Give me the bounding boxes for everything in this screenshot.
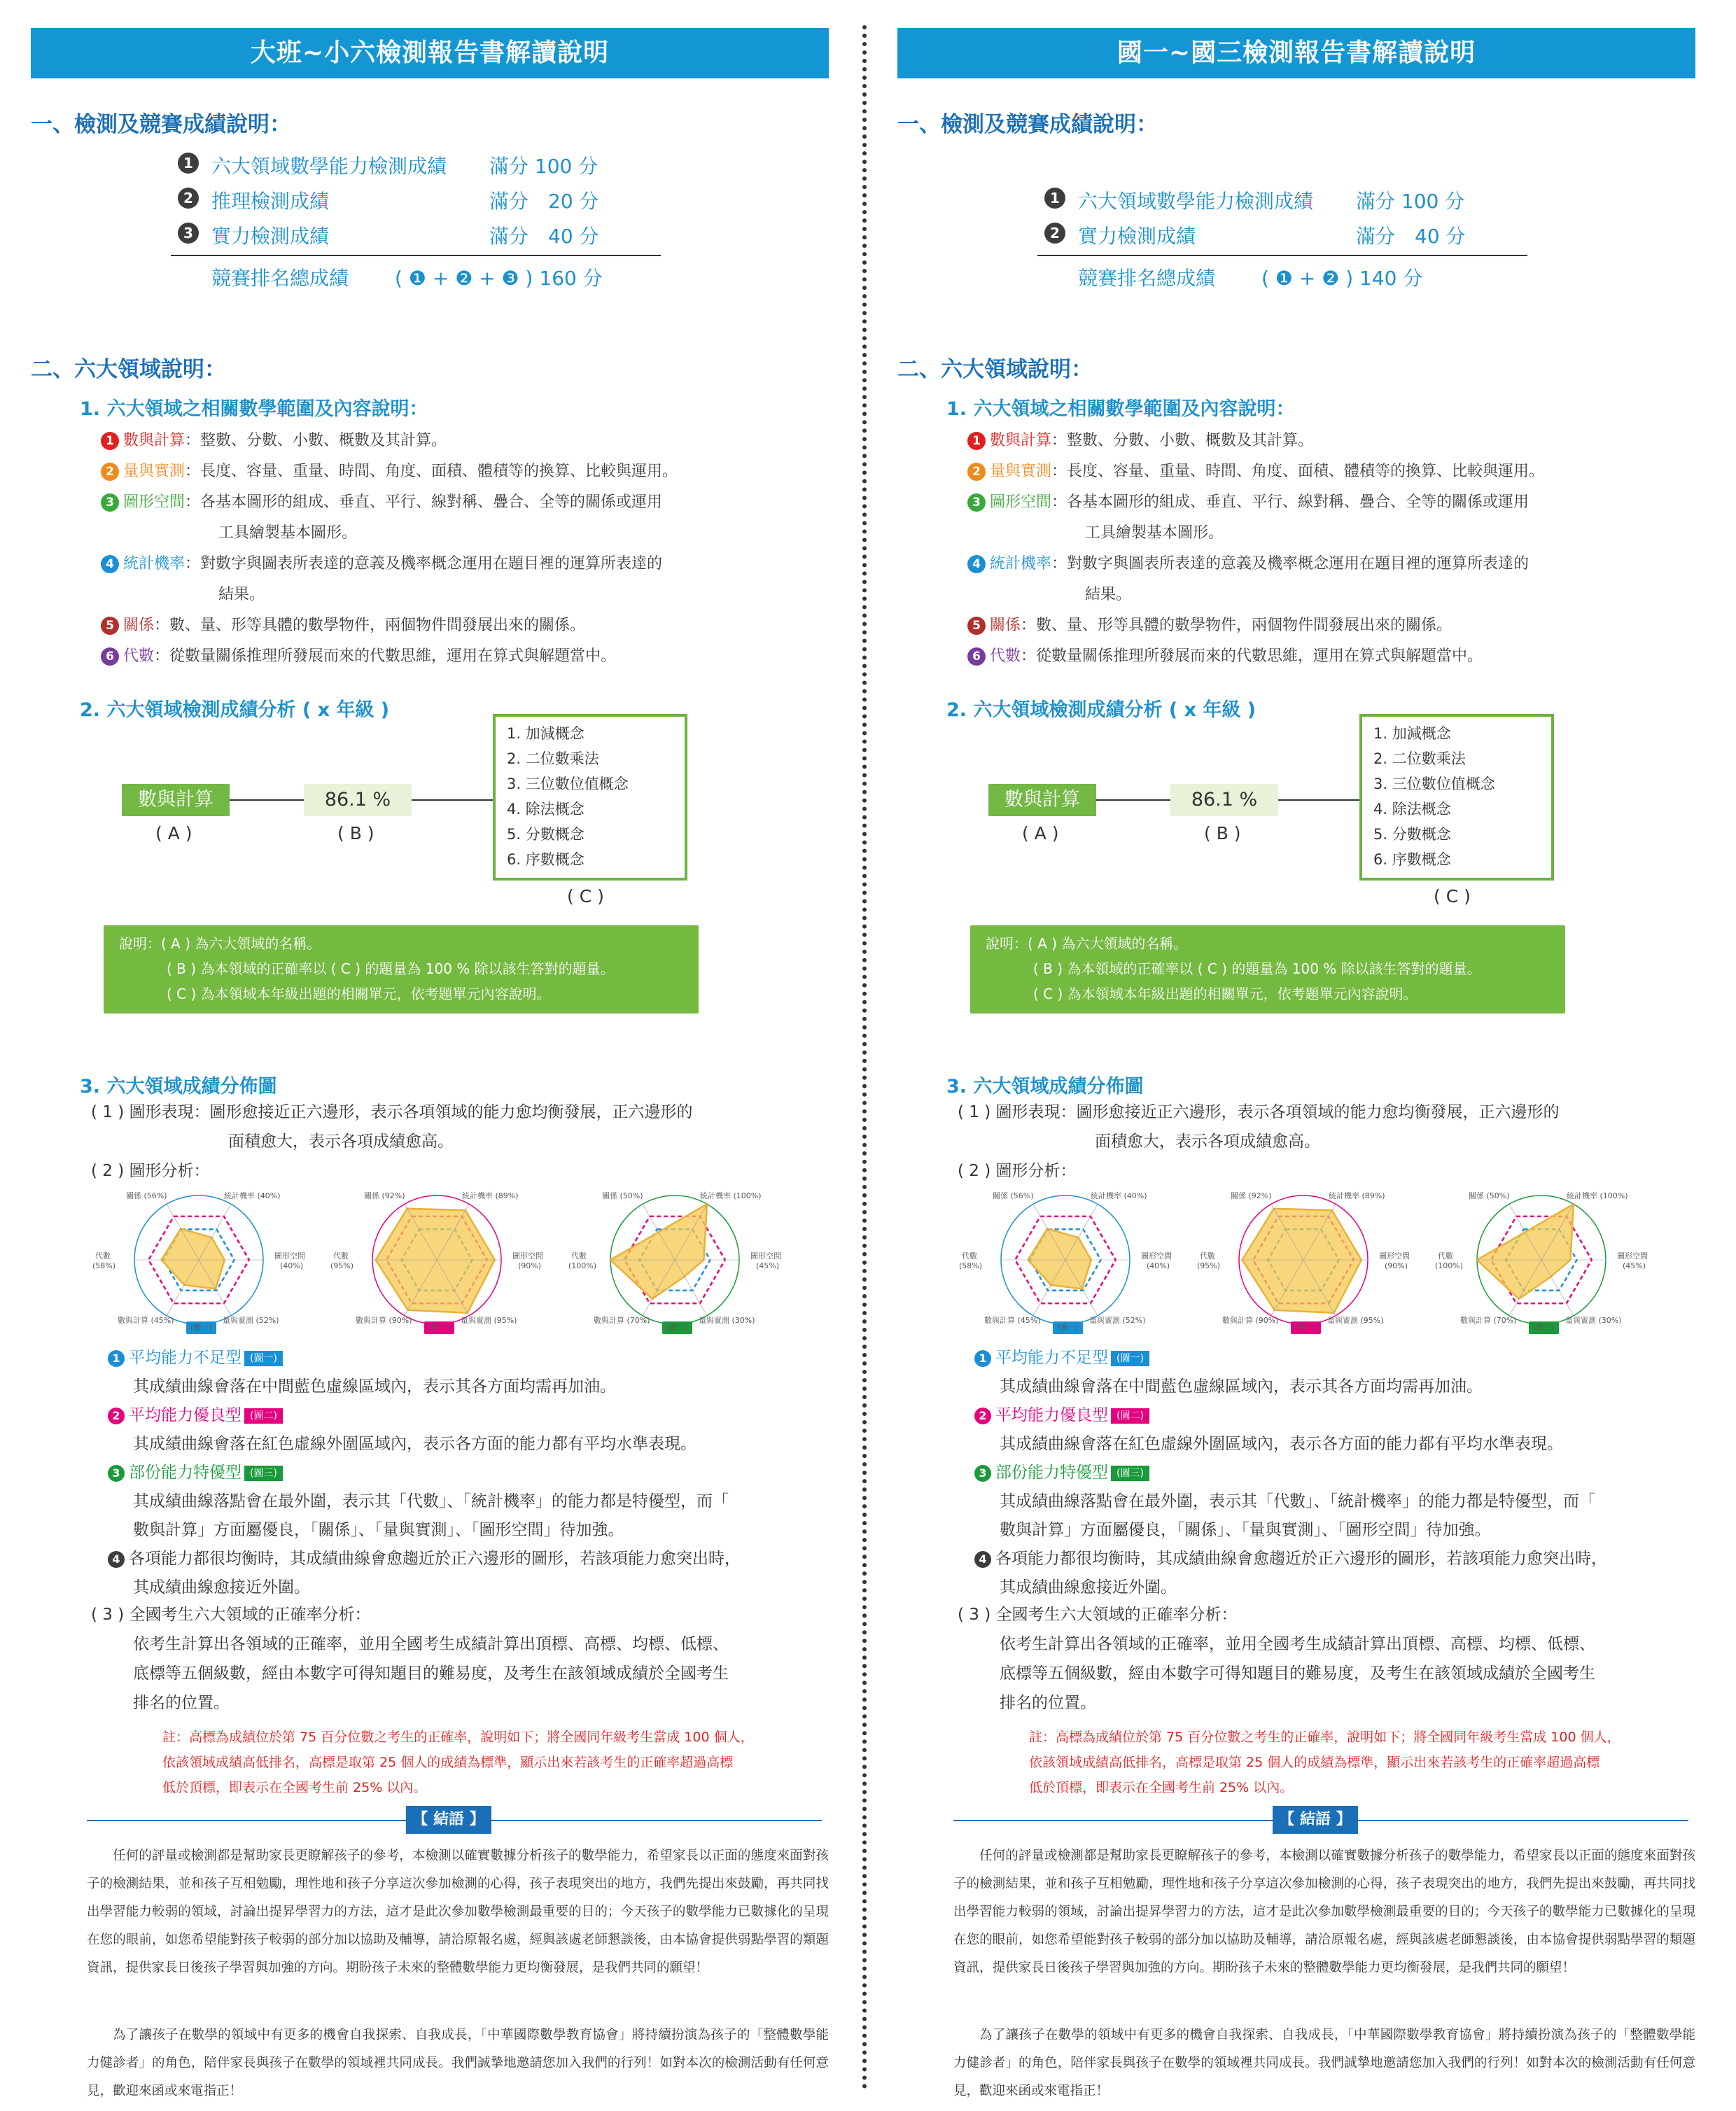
- domain-item: [101, 487, 829, 549]
- domain-desc: ：從數量關係推理所發展而來的代數思維，運用在算式與解題當中。: [1021, 647, 1483, 665]
- para-1-line: ( 1 ) 圖形表現：圖形愈接近正六邊形，表示各項領域的能力愈均衡發展，正六邊形的: [91, 1103, 693, 1121]
- type-desc: 其成績曲線會落在紅色虛線外圍區域內，表示各方面的能力都有平均水準表現。: [133, 1435, 696, 1453]
- type-number-badge: 2: [974, 1408, 991, 1424]
- conclusion-paragraph-2: 為了讓孩子在數學的領域中有更多的機會自我探索、自我成長，「中華國際數學教育協會」將持續扮演為孩子的「整體數學能力健診者」的角色，陪伴家長與孩子在數學的領域裡共同成長。我們誠摯地邀請您加入我們的行列！如對本次的檢測活動有任何意見，歡迎來函或來電指正！: [87, 2028, 829, 2098]
- domain-name: 統計機率: [990, 555, 1052, 573]
- note-line: 說明：( A ) 為六大領域的名稱。: [986, 935, 1188, 952]
- section-1-title: 一、檢測及競賽成績說明：: [31, 112, 291, 137]
- concept-item: 6. 序數概念: [1373, 851, 1451, 868]
- radar-label-measure: 量與實測 (95%): [1327, 1316, 1384, 1325]
- radar-label-measure: 量與實測 (30%): [1565, 1316, 1622, 1325]
- type-figure-tag: (圖三): [244, 1466, 283, 1481]
- domain-name-pill: 數與計算: [988, 784, 1096, 816]
- domain-list: [967, 426, 1695, 672]
- type-heading: [974, 1459, 1702, 1487]
- radar-charts: [897, 1190, 1695, 1344]
- subsection-1-title: 1. 六大領域之相關數學範圍及內容說明：: [80, 398, 428, 420]
- domain-number-badge: 6: [967, 647, 986, 666]
- concept-item: 3. 三位數位值概念: [1373, 776, 1495, 792]
- type-heading: [974, 1545, 1702, 1573]
- radar-label-algebra: 代數: [1438, 1251, 1453, 1261]
- radar-score-area: [610, 1204, 707, 1299]
- score-number: 2: [178, 188, 199, 209]
- domain-item: [967, 610, 1695, 641]
- conclusion-paragraph-1: 任何的評量或檢測都是幫助家長更瞭解孩子的參考，本檢測以確實數據分析孩子的數學能力，希望家長以正面的態度來面對孩子的檢測結果，並和孩子互相勉勵，理性地和孩子分享這次參加檢測的心得，孩子表現突出的地方，我們先提出來鼓勵，再共同找出學習能力較弱的領域，討論出提昇學習力的方法，這才是此次參加數學檢測最重要的目的；今天孩子的數學能力已數據化的呈現在您的眼前，如您希望能對孩子較弱的部分加以協助及輔導，請洽原報名處，經與該處老師懇談後，由本協會提供弱點學習的類題資訊，提供家長日後孩子學習與加強的方向。期盼孩子未來的整體數學能力更均衡發展，是我們共同的願望！: [87, 1849, 829, 1975]
- type-figure-tag: (圖二): [1111, 1408, 1149, 1424]
- concept-item: 5. 分數概念: [507, 826, 584, 843]
- footnote: [1029, 1725, 1645, 1800]
- radar-label-number: 數與計算 (90%): [1222, 1316, 1279, 1325]
- explanation-note: [104, 925, 699, 1014]
- radar-label-geometry-value: (40%): [1147, 1261, 1170, 1270]
- left-column: [31, 28, 829, 2100]
- domain-name: 數與計算: [123, 432, 186, 449]
- radar-label-algebra: 代數: [1200, 1251, 1215, 1261]
- domain-item: [101, 610, 829, 641]
- radar-label-relation: 關係 (50%): [1469, 1191, 1510, 1200]
- radar-label-algebra-value: (95%): [1197, 1261, 1221, 1270]
- subsection-1-title: 1. 六大領域之相關數學範圍及內容說明：: [946, 398, 1295, 420]
- domain-number-badge: 4: [967, 555, 986, 573]
- para-3-line: 依考生計算出各領域的正確率，並用全國考生成績計算出頂標、高標、均標、低標、: [1000, 1635, 1595, 1653]
- type-desc: 其成績曲線會落在紅色虛線外圍區域內，表示各方面的能力都有平均水準表現。: [1000, 1435, 1563, 1453]
- radar-figure-tag: (圖一): [1053, 1321, 1083, 1334]
- domain-item: [967, 549, 1695, 610]
- domain-number-badge: 1: [101, 432, 119, 450]
- radar-label-relation: 關係 (92%): [364, 1191, 405, 1200]
- radar-label-geometry-value: (45%): [1623, 1261, 1646, 1270]
- type-number-badge: 1: [108, 1350, 125, 1367]
- accuracy-pill: 86.1 %: [304, 784, 412, 816]
- domain-item: [101, 641, 829, 672]
- score-label: 六大領域數學能力檢測成績: [211, 155, 447, 178]
- type-desc: 其成績曲線落點會在最外圍，表示其「代數」、「統計機率」的能力都是特優型，而「: [133, 1492, 729, 1510]
- section-2-title: 二、六大領域說明：: [897, 357, 1093, 382]
- para-3-line: 底標等五個級數，經由本數字可得知題目的難易度，及考生在該領域成績於全國考生: [1000, 1664, 1595, 1683]
- radar-label-measure: 量與實測 (95%): [461, 1316, 517, 1325]
- score-label: 實力檢測成績: [1078, 225, 1196, 248]
- score-label: 六大領域數學能力檢測成績: [1078, 190, 1314, 213]
- concept-item: 4. 除法概念: [507, 801, 584, 818]
- domain-number-badge: 4: [101, 555, 119, 573]
- type-heading: [108, 1401, 836, 1430]
- radar-figure-tag: (圖三): [1529, 1321, 1559, 1334]
- type-number-badge: 2: [108, 1408, 125, 1424]
- para-1: [958, 1097, 1560, 1186]
- label-a: ( A ): [1022, 823, 1059, 843]
- footnote-line: 低於頂標，即表示在全國考生前 25% 以內。: [162, 1780, 427, 1795]
- radar-label-algebra-value: (100%): [1435, 1261, 1464, 1270]
- type-name: 平均能力優良型: [129, 1406, 241, 1424]
- total-value: ( ❶ + ❷ ) 140 分: [1261, 267, 1423, 290]
- radar-score-area: [376, 1209, 495, 1313]
- analysis-diagram: [897, 714, 1695, 917]
- type-desc: 數與計算」方面屬優良，「關係」、「量與實測」、「圖形空間」待加強。: [1000, 1521, 1491, 1539]
- domain-desc-cont: 結果。: [1085, 586, 1132, 603]
- radar-label-algebra: 代數: [571, 1251, 587, 1261]
- score-row: [178, 218, 682, 253]
- score-number: 2: [1044, 223, 1065, 244]
- radar-chart: [1191, 1190, 1415, 1337]
- para-3: [958, 1600, 1595, 1718]
- type-heading: [108, 1545, 836, 1573]
- type-name: 平均能力不足型: [129, 1349, 241, 1367]
- domain-number-badge: 3: [101, 493, 119, 512]
- concept-item: 2. 二位數乘法: [1373, 750, 1466, 767]
- radar-label-geometry-value: (90%): [518, 1261, 542, 1270]
- domain-desc: ：長度、容量、重量、時間、角度、面積、體積等的換算、比較與運用。: [185, 463, 678, 480]
- radar-label-relation: 關係 (50%): [602, 1191, 643, 1200]
- type-name: 部份能力特優型: [995, 1464, 1108, 1482]
- concept-box: [493, 714, 687, 881]
- domain-desc-cont: 工具繪製基本圖形。: [1085, 524, 1224, 542]
- radar-figure-tag: (圖三): [662, 1321, 692, 1334]
- radar-label-geometry-value: (90%): [1385, 1261, 1408, 1270]
- para-3-line: 排名的位置。: [133, 1694, 230, 1712]
- concept-item: 3. 三位數位值概念: [507, 776, 629, 792]
- column-divider: [862, 25, 867, 2090]
- domain-name: 代數: [990, 647, 1021, 665]
- type-figure-tag: (圖二): [244, 1408, 283, 1424]
- domain-number-badge: 2: [101, 463, 119, 481]
- domain-name-pill: 數與計算: [122, 784, 230, 816]
- conclusion-tag: 【 結語 】: [406, 1806, 491, 1834]
- para-1-line: 面積愈大，表示各項成績愈高。: [228, 1132, 454, 1151]
- domain-desc: ：整數、分數、小數、概數及其計算。: [1051, 432, 1314, 449]
- para-1-line: 面積愈大，表示各項成績愈高。: [1095, 1132, 1320, 1151]
- footnote-line: 低於頂標，即表示在全國考生前 25% 以內。: [1029, 1780, 1294, 1795]
- radar-label-statistics: 統計機率 (40%): [1091, 1191, 1147, 1200]
- radar-label-statistics: 統計機率 (40%): [224, 1191, 281, 1200]
- domain-desc: ：數、量、形等具體的數學物件，兩個物件間發展出來的關係。: [1021, 617, 1452, 634]
- domain-name: 數與計算: [990, 432, 1052, 449]
- banner-title: 大班~小六檢測報告書解讀說明: [31, 28, 829, 78]
- connector-line: [1096, 799, 1170, 801]
- analysis-diagram: [31, 714, 829, 917]
- radar-label-relation: 關係 (92%): [1231, 1191, 1272, 1200]
- domain-desc: ：各基本圖形的組成、垂直、平行、線對稱、疊合、全等的關係或運用: [1051, 493, 1530, 511]
- type-name: 平均能力優良型: [995, 1406, 1108, 1424]
- radar-label-measure: 量與實測 (52%): [223, 1316, 279, 1325]
- concept-box: [1359, 714, 1554, 881]
- type-desc: 其成績曲線會落在中間藍色虛線區域內，表示其各方面均需再加油。: [133, 1377, 616, 1396]
- section-1-title: 一、檢測及競賽成績說明：: [897, 112, 1158, 137]
- domain-item: [967, 426, 1695, 456]
- radar-label-geometry: 圖形空間: [750, 1251, 781, 1261]
- domain-name: 關係: [123, 617, 155, 634]
- label-c: ( C ): [1434, 886, 1471, 906]
- domain-item: [967, 641, 1695, 672]
- type-number-badge: 4: [108, 1551, 125, 1568]
- conclusion-paragraph-2: 為了讓孩子在數學的領域中有更多的機會自我探索、自我成長，「中華國際數學教育協會」將持續扮演為孩子的「整體數學能力健診者」的角色，陪伴家長與孩子在數學的領域裡共同成長。我們誠摯地邀請您加入我們的行列！如對本次的檢測活動有任何意見，歡迎來函或來電指正！: [953, 2028, 1695, 2098]
- note-line: ( B ) 為本領域的正確率以 ( C ) 的題量為 100 % 除以該生答對的題量。: [1033, 960, 1481, 977]
- radar-label-number: 數與計算 (90%): [356, 1316, 412, 1325]
- subsection-3-title: 3. 六大領域成績分佈圖: [80, 1076, 277, 1097]
- type-number-badge: 3: [108, 1465, 125, 1482]
- total-row: [178, 259, 682, 294]
- para-2: ( 2 ) 圖形分析：: [91, 1162, 210, 1180]
- concept-item: 4. 除法概念: [1373, 801, 1451, 818]
- subsection-3-title: 3. 六大領域成績分佈圖: [946, 1076, 1144, 1097]
- radar-label-algebra-value: (100%): [568, 1261, 597, 1270]
- radar-label-geometry: 圖形空間: [1379, 1251, 1410, 1261]
- radar-charts: [31, 1190, 829, 1344]
- domain-item: [101, 426, 829, 456]
- radar-label-relation: 關係 (56%): [126, 1191, 167, 1200]
- type-number-badge: 3: [974, 1465, 991, 1482]
- radar-label-statistics: 統計機率 (89%): [462, 1191, 519, 1200]
- type-figure-tag: (圖三): [1111, 1466, 1149, 1481]
- para-1: [91, 1097, 693, 1186]
- type-list: [974, 1344, 1702, 1602]
- radar-score-area: [1028, 1228, 1091, 1289]
- label-b: ( B ): [337, 823, 374, 843]
- type-desc: 其成績曲線落點會在最外圍，表示其「代數」、「統計機率」的能力都是特優型，而「: [1000, 1492, 1595, 1510]
- type-desc: 其成績曲線愈接近外圍。: [133, 1578, 310, 1597]
- concept-item: 1. 加減概念: [1373, 725, 1451, 742]
- score-row: [178, 183, 682, 218]
- radar-chart: [325, 1190, 549, 1337]
- domain-desc: ：數、量、形等具體的數學物件，兩個物件間發展出來的關係。: [154, 617, 586, 634]
- type-name: 各項能力都很均衡時，其成績曲線會愈趨近於正六邊形的圖形，若該項能力愈突出時，: [995, 1550, 1607, 1568]
- type-heading: [974, 1344, 1702, 1373]
- total-row: [1044, 259, 1548, 294]
- score-value: 滿分 40 分: [1356, 225, 1466, 248]
- radar-label-number: 數與計算 (45%): [118, 1316, 174, 1325]
- label-b: ( B ): [1204, 823, 1241, 843]
- domain-name: 統計機率: [123, 555, 186, 573]
- domain-item: [967, 456, 1695, 487]
- conclusion-tag: 【 結語 】: [1273, 1806, 1358, 1834]
- footnote-line: 註：高標為成績位於第 75 百分位數之考生的正確率，說明如下；將全國同年級考生當成 100 個人，: [1029, 1730, 1620, 1745]
- total-label: 競賽排名總成績: [211, 267, 349, 290]
- radar-label-algebra: 代數: [962, 1251, 977, 1261]
- domain-desc: ：各基本圖形的組成、垂直、平行、線對稱、疊合、全等的關係或運用: [185, 493, 663, 511]
- footnote-line: 註：高標為成績位於第 75 百分位數之考生的正確率，說明如下；將全國同年級考生當成 100 個人，: [162, 1730, 754, 1745]
- note-line: ( C ) 為本領域本年級出題的相關單元，依考題單元內容說明。: [1033, 986, 1418, 1002]
- radar-label-geometry: 圖形空間: [1141, 1251, 1172, 1261]
- domain-name: 圖形空間: [123, 493, 186, 511]
- radar-chart: [1429, 1190, 1653, 1337]
- right-column: [897, 28, 1695, 2100]
- score-value: 滿分 40 分: [489, 225, 599, 248]
- score-value: 滿分 20 分: [489, 190, 599, 213]
- radar-label-geometry-value: (45%): [756, 1261, 780, 1270]
- concept-item: 1. 加減概念: [507, 725, 584, 742]
- type-heading: [108, 1344, 836, 1373]
- score-divider: [171, 255, 661, 256]
- note-line: ( C ) 為本領域本年級出題的相關單元，依考題單元內容說明。: [167, 986, 551, 1002]
- score-number: 1: [178, 153, 199, 174]
- radar-label-geometry: 圖形空間: [1617, 1251, 1648, 1261]
- score-list: [1044, 183, 1548, 294]
- type-name: 平均能力不足型: [995, 1349, 1108, 1367]
- radar-label-measure: 量與實測 (30%): [699, 1316, 755, 1325]
- footnote-line: 依該領域成績高低排名，高標是取第 25 個人的成績為標準，顯示出來若該考生的正確率超過高標: [162, 1755, 734, 1770]
- radar-score-area: [162, 1228, 225, 1289]
- connector-line: [230, 799, 304, 801]
- domain-number-badge: 1: [967, 432, 986, 450]
- radar-label-algebra-value: (95%): [330, 1261, 354, 1270]
- score-divider: [1037, 255, 1527, 256]
- para-3: [91, 1600, 729, 1718]
- connector-line: [412, 799, 493, 801]
- type-heading: [108, 1459, 836, 1487]
- score-number: 1: [1044, 188, 1065, 209]
- conclusion-paragraph-1: 任何的評量或檢測都是幫助家長更瞭解孩子的參考，本檢測以確實數據分析孩子的數學能力，希望家長以正面的態度來面對孩子的檢測結果，並和孩子互相勉勵，理性地和孩子分享這次參加檢測的心得，孩子表現突出的地方，我們先提出來鼓勵，再共同找出學習能力較弱的領域，討論出提昇學習力的方法，這才是此次參加數學檢測最重要的目的；今天孩子的數學能力已數據化的呈現在您的眼前，如您希望能對孩子較弱的部分加以協助及輔導，請洽原報名處，經與該處老師懇談後，由本協會提供弱點學習的類題資訊，提供家長日後孩子學習與加強的方向。期盼孩子未來的整體數學能力更均衡發展，是我們共同的願望！: [953, 1849, 1695, 1975]
- concept-item: 2. 二位數乘法: [507, 750, 599, 767]
- footnote: [162, 1725, 778, 1800]
- radar-figure-tag: (圖一): [186, 1321, 216, 1334]
- note-line: ( B ) 為本領域的正確率以 ( C ) 的題量為 100 % 除以該生答對的題量。: [167, 960, 615, 977]
- type-desc: 數與計算」方面屬優良，「關係」、「量與實測」、「圖形空間」待加強。: [133, 1521, 624, 1539]
- radar-label-algebra: 代數: [333, 1251, 349, 1261]
- domain-item: [967, 487, 1695, 549]
- radar-figure-tag: (圖二): [1291, 1321, 1321, 1334]
- para-3-line: 依考生計算出各領域的正確率，並用全國考生成績計算出頂標、高標、均標、低標、: [133, 1635, 729, 1653]
- score-value: 滿分 100 分: [489, 155, 598, 178]
- type-number-badge: 4: [974, 1551, 991, 1568]
- radar-figure-tag: (圖二): [424, 1321, 454, 1334]
- domain-name: 量與實測: [990, 463, 1052, 480]
- note-line: 說明：( A ) 為六大領域的名稱。: [119, 935, 321, 952]
- label-a: ( A ): [155, 823, 192, 843]
- domain-name: 量與實測: [123, 463, 186, 480]
- score-label: 推理檢測成績: [211, 190, 330, 213]
- radar-label-number: 數與計算 (70%): [594, 1316, 650, 1325]
- accuracy-pill: 86.1 %: [1170, 784, 1278, 816]
- type-list: [108, 1344, 836, 1602]
- type-desc: 其成績曲線愈接近外圍。: [1000, 1578, 1177, 1597]
- domain-desc-cont: 結果。: [218, 586, 265, 603]
- radar-label-statistics: 統計機率 (89%): [1329, 1191, 1385, 1200]
- domain-name: 代數: [123, 647, 155, 665]
- type-figure-tag: (圖一): [1111, 1351, 1149, 1366]
- para-3-title: ( 3 ) 全國考生六大領域的正確率分析：: [91, 1606, 371, 1624]
- domain-number-badge: 2: [967, 463, 986, 481]
- score-value: 滿分 100 分: [1356, 190, 1465, 213]
- concept-item: 5. 分數概念: [1373, 826, 1451, 843]
- score-label: 實力檢測成績: [211, 225, 330, 248]
- radar-label-relation: 關係 (56%): [993, 1191, 1034, 1200]
- type-number-badge: 1: [974, 1350, 991, 1367]
- para-1-line: ( 1 ) 圖形表現：圖形愈接近正六邊形，表示各項領域的能力愈均衡發展，正六邊形的: [958, 1103, 1560, 1121]
- score-row: [1044, 218, 1548, 253]
- domain-desc: ：長度、容量、重量、時間、角度、面積、體積等的換算、比較與運用。: [1051, 463, 1545, 480]
- radar-label-algebra-value: (58%): [959, 1261, 983, 1270]
- radar-label-statistics: 統計機率 (100%): [1567, 1191, 1628, 1200]
- radar-label-measure: 量與實測 (52%): [1089, 1316, 1146, 1325]
- domain-desc: ：對數字與圖表所表達的意義及機率概念運用在題目裡的運算所表達的: [1051, 555, 1530, 573]
- score-number: 3: [178, 223, 199, 244]
- para-3-line: 排名的位置。: [1000, 1694, 1096, 1712]
- domain-item: [101, 549, 829, 610]
- type-heading: [974, 1401, 1702, 1430]
- score-list: [178, 148, 682, 294]
- radar-chart: [563, 1190, 787, 1337]
- radar-label-geometry-value: (40%): [280, 1261, 304, 1270]
- subsection-2-title: 2. 六大領域檢測成績分析 ( x 年級 ): [946, 699, 1256, 721]
- radar-label-statistics: 統計機率 (100%): [700, 1191, 762, 1200]
- radar-label-algebra: 代數: [95, 1251, 111, 1261]
- domain-name: 關係: [990, 617, 1021, 634]
- domain-number-badge: 5: [101, 617, 119, 635]
- footnote-line: 依該領域成績高低排名，高標是取第 25 個人的成績為標準，顯示出來若該考生的正確率超過高標: [1029, 1755, 1600, 1770]
- score-row: [1044, 183, 1548, 218]
- label-c: ( C ): [567, 886, 604, 906]
- domain-desc: ：從數量關係推理所發展而來的代數思維，運用在算式與解題當中。: [154, 647, 617, 665]
- radar-label-algebra-value: (58%): [92, 1261, 116, 1270]
- domain-list: [101, 426, 829, 672]
- para-3-line: 底標等五個級數，經由本數字可得知題目的難易度，及考生在該領域成績於全國考生: [133, 1664, 729, 1683]
- subsection-2-title: 2. 六大領域檢測成績分析 ( x 年級 ): [80, 699, 390, 721]
- type-name: 部份能力特優型: [129, 1464, 241, 1482]
- domain-desc: ：對數字與圖表所表達的意義及機率概念運用在題目裡的運算所表達的: [185, 555, 663, 573]
- domain-number-badge: 3: [967, 493, 986, 512]
- domain-desc-cont: 工具繪製基本圖形。: [218, 524, 358, 542]
- radar-chart: [953, 1190, 1177, 1337]
- domain-desc: ：整數、分數、小數、概數及其計算。: [185, 432, 447, 449]
- total-value: ( ❶ + ❷ + ❸ ) 160 分: [395, 267, 603, 290]
- total-label: 競賽排名總成績: [1078, 267, 1216, 290]
- type-desc: 其成績曲線會落在中間藍色虛線區域內，表示其各方面均需再加油。: [1000, 1377, 1483, 1396]
- para-2: ( 2 ) 圖形分析：: [958, 1162, 1077, 1180]
- explanation-note: [970, 925, 1565, 1014]
- radar-chart: [87, 1190, 311, 1337]
- para-3-title: ( 3 ) 全國考生六大領域的正確率分析：: [958, 1606, 1238, 1624]
- type-name: 各項能力都很均衡時，其成績曲線會愈趨近於正六邊形的圖形，若該項能力愈突出時，: [129, 1550, 741, 1568]
- radar-label-number: 數與計算 (45%): [984, 1316, 1041, 1325]
- domain-item: [101, 456, 829, 487]
- type-figure-tag: (圖一): [244, 1351, 283, 1366]
- score-row: [178, 148, 682, 183]
- banner-title: 國一~國三檢測報告書解讀說明: [897, 28, 1695, 78]
- radar-score-area: [1477, 1204, 1574, 1299]
- concept-item: 6. 序數概念: [507, 851, 584, 868]
- connector-line: [1278, 799, 1359, 801]
- domain-number-badge: 5: [967, 617, 986, 635]
- radar-label-geometry: 圖形空間: [274, 1251, 305, 1261]
- radar-label-number: 數與計算 (70%): [1460, 1316, 1517, 1325]
- domain-name: 圖形空間: [990, 493, 1052, 511]
- domain-number-badge: 6: [101, 647, 119, 666]
- section-2-title: 二、六大領域說明：: [31, 357, 226, 382]
- radar-label-geometry: 圖形空間: [512, 1251, 543, 1261]
- radar-score-area: [1242, 1209, 1362, 1313]
